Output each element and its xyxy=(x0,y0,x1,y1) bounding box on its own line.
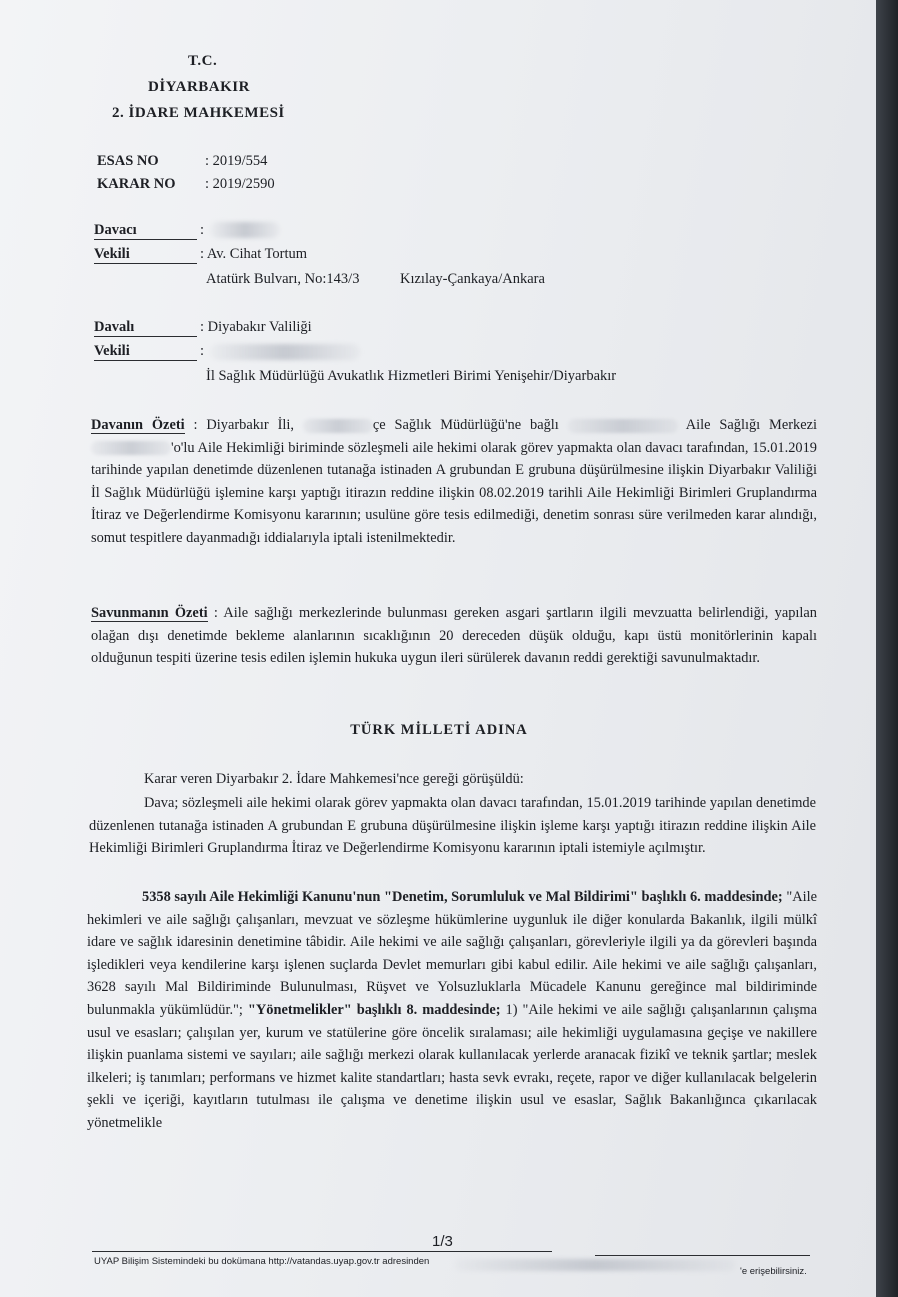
header-court: 2. İDARE MAHKEMESİ xyxy=(112,105,285,121)
redaction xyxy=(210,344,360,360)
ozet-seg1: : Diyarbakır İli, xyxy=(184,417,303,433)
ozet-seg2: çe Sağlık Müdürlüğü'ne bağlı xyxy=(372,417,568,433)
esas-value: : 2019/554 xyxy=(205,153,268,169)
body-p3 xyxy=(87,886,817,1135)
decision-title: TÜRK MİLLETİ ADINA xyxy=(350,722,528,738)
background-edge xyxy=(876,0,898,1297)
redaction xyxy=(91,441,171,455)
ozet-seg3: Aile Sağlığı Merkezi xyxy=(677,417,817,433)
davaci-value: : xyxy=(200,222,205,238)
p3-text2: 1) "Aile hekimi ve aile sağlığı çalışanlarının çalışma usul ve esasları; çalışılan yer, kurum ve statülerine göre öncelik sıralaması; aile hekimliği uygulamasına geçişe ve nakillere ilişkin puanlama sistemi ve sayıları; aile sağlığı merkezi olarak kullanılacak yerlerde aranacak fizikî ve teknik şartlar; meslek ilkeleri; iş tanımları; performans ve hizmet kalite standartları; hasta sevk evrakı, reçete, rapor ve diğer kullanılacak belgelerin şekli ve içeriği, kayıtların tutulması ile çalışma ve denetime ilişkin usul ve esaslar, Sağlık Bakanlığınca çıkarılacak yönetmelikle xyxy=(87,1001,817,1131)
p3-bold2: "Yönetmelikler" başlıklı 8. maddesinde; xyxy=(247,1001,501,1018)
header-tc: T.C. xyxy=(188,53,218,69)
savunma-paragraph xyxy=(91,602,817,670)
redaction xyxy=(303,419,373,433)
body-p1: Karar veren Diyarbakır 2. İdare Mahkemesi'nce gereği görüşüldü: xyxy=(144,771,524,787)
body-p2: Dava; sözleşmeli aile hekimi olarak görev yapmakta olan davacı tarafından, 15.01.2019 tarihinde yapılan denetimde düzenlenen tutanağa istinaden A grubundan E grubuna düşürülmesine ilişkin işleme karşı yaptığı itirazın reddine ilişkin Aile Hekimliği Birimleri Gruplandırma İtiraz ve Değerlendirme Komisyonu kararının iptali istemiyle açılmıştır. xyxy=(89,795,816,857)
ozet-paragraph xyxy=(91,414,817,550)
footer-line-left xyxy=(92,1251,552,1252)
davali-value: : Diyabakır Valiliği xyxy=(200,319,312,335)
vekili-label: Vekili xyxy=(94,246,197,264)
redaction xyxy=(568,419,678,433)
redaction xyxy=(210,222,280,238)
davali-label: Davalı xyxy=(94,319,197,337)
footer-end-text: 'e erişebilirsiniz. xyxy=(740,1266,807,1277)
savunma-label: Savunmanın Özeti xyxy=(91,605,208,621)
redaction xyxy=(455,1259,735,1271)
p3-bold1: 5358 sayılı Aile Hekimliği Kanunu'nun "Denetim, Sorumluluk ve Mal Bildirimi" başlıklı 6. maddesinde; xyxy=(142,889,783,905)
vekili2-value: : xyxy=(200,343,205,359)
ozet-label: Davanın Özeti xyxy=(91,417,185,433)
p3-text1: "Aile hekimleri ve aile sağlığı çalışanları, mevzuat ve sözleşme hükümlerine uygunluk ile diğer konularda Bakanlık, ilgili mülkî idare ve sağlık idaresinin denetimine tâbidir. Aile hekimi ve aile sağlığı çalışanları, görevleriyle ilgili ya da görevleri başında işledikleri veya kendilerine karşı işlenen suçlarda Devlet memurları gibi kabul edilir. Aile hekimi ve aile sağlığı çalışanları, 3628 sayılı Mal Bildiriminde Bulunulması, Rüşvet ve Yolsuzluklarla Mücadele Kanunu gereğince mal bildiriminde bulunmakla yükümlüdür."; xyxy=(87,889,818,1018)
header-city: DİYARBAKIR xyxy=(148,79,250,95)
vekili2-label: Vekili xyxy=(94,343,197,361)
vekili-value: : Av. Cihat Tortum xyxy=(200,246,308,262)
vekili2-address: İl Sağlık Müdürlüğü Avukatlık Hizmetleri Birimi Yenişehir/Diyarbakır xyxy=(206,368,617,384)
savunma-text: : Aile sağlığı merkezlerinde bulunması gereken asgari şartların ilgili mevzuatta belirlendiği, yapılan olağan dışı denetimde bekleme alanlarının sıcaklığının 20 dereceden düşük olduğu, kapı üstü monitörlerinin kapalı olduğunun tespiti üzerine tesis edilen işlemin hukuka uygun ileri sürülerek davanın reddi gerektiği savunulmaktadır. xyxy=(91,605,817,667)
karar-value: : 2019/2590 xyxy=(205,176,275,192)
karar-label: KARAR NO xyxy=(97,176,176,192)
footer-uyap-text: UYAP Bilişim Sistemindeki bu dokümana http://vatandas.uyap.gov.tr adresinden xyxy=(94,1256,430,1267)
ozet-seg4: 'o'lu Aile Hekimliği biriminde sözleşmeli aile hekimi olarak görev yapmakta olan davacı tarafından, 15.01.2019 tarihinde yapılan denetimde düzenlenen tutanağa istinaden A grubundan E grubuna düşürülmesine ilişkin Diyarbakır Valiliği İl Sağlık Müdürlüğü işlemine karşı yaptığı itirazın reddine ilişkin 08.02.2019 tarihli Aile Hekimliği Birimleri Gruplandırma İtiraz ve Değerlendirme Komisyonu kararının; usulüne göre tesis edilmediği, denetim sonrası süre verilmeden karar alındığı, somut tespitlere dayanmadığı iddialarıyla iptali istenilmektedir. xyxy=(91,439,817,546)
vekili-address: Atatürk Bulvarı, No:143/3 xyxy=(206,271,360,287)
page-number: 1/3 xyxy=(432,1233,453,1250)
footer-line-right xyxy=(595,1255,810,1256)
davaci-label: Davacı xyxy=(94,222,197,240)
esas-label: ESAS NO xyxy=(97,153,159,169)
vekili-city: Kızılay-Çankaya/Ankara xyxy=(400,271,545,287)
